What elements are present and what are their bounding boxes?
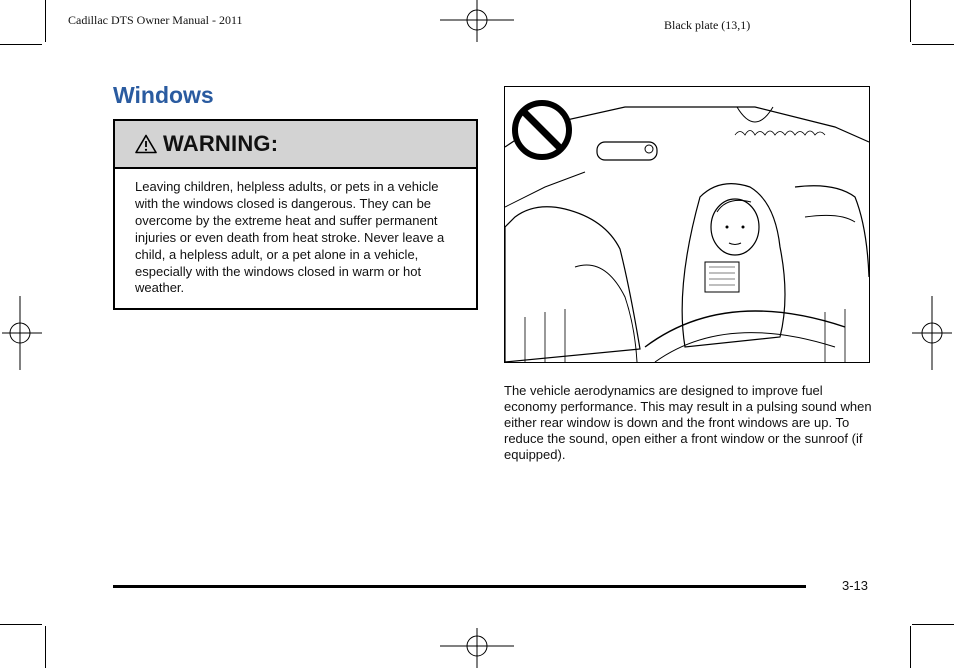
body-paragraph: The vehicle aerodynamics are designed to improve fuel economy performance. This may result in a pulsing sound when either rear window is down and the front windows are up. To reduce the sound, open either a front window or the sunroof (if equipped). [504, 383, 872, 462]
crop-mark [0, 44, 42, 45]
crop-mark [0, 624, 42, 625]
registration-mark-right [910, 296, 954, 370]
warning-text: Leaving children, helpless adults, or pets in a vehicle with the windows closed is dangerous. They can be overcome by the extreme heat and suffer permanent injuries or even death from heat stroke. Never leave a child, a helpless adult, or a pet alone in a vehicle, especially with the windows closed in warm or hot weather. [135, 179, 445, 296]
registration-mark-bottom [440, 626, 514, 668]
warning-header [115, 121, 476, 169]
crop-mark [912, 624, 954, 625]
crop-mark [912, 44, 954, 45]
warning-label: WARNING: [163, 131, 279, 156]
registration-mark-left [0, 296, 44, 370]
page-number: 3-13 [842, 578, 869, 593]
no-symbol-icon [515, 103, 569, 157]
warning-box [113, 119, 478, 310]
crop-mark [910, 0, 911, 42]
warning-triangle-icon [135, 134, 157, 154]
illustration-drawing [505, 87, 869, 362]
crop-mark [910, 626, 911, 668]
crop-mark [45, 0, 46, 42]
registration-mark-top [440, 0, 514, 44]
print-header-title: Cadillac DTS Owner Manual - 2011 [68, 13, 243, 27]
illustration-child-in-car [504, 86, 870, 363]
page-title: Windows [113, 82, 214, 108]
body-paragraph-container [504, 383, 874, 463]
footer-rule [113, 585, 806, 588]
crop-mark [45, 626, 46, 668]
print-header-plate: Black plate (13,1) [664, 18, 751, 32]
warning-body [115, 169, 476, 297]
